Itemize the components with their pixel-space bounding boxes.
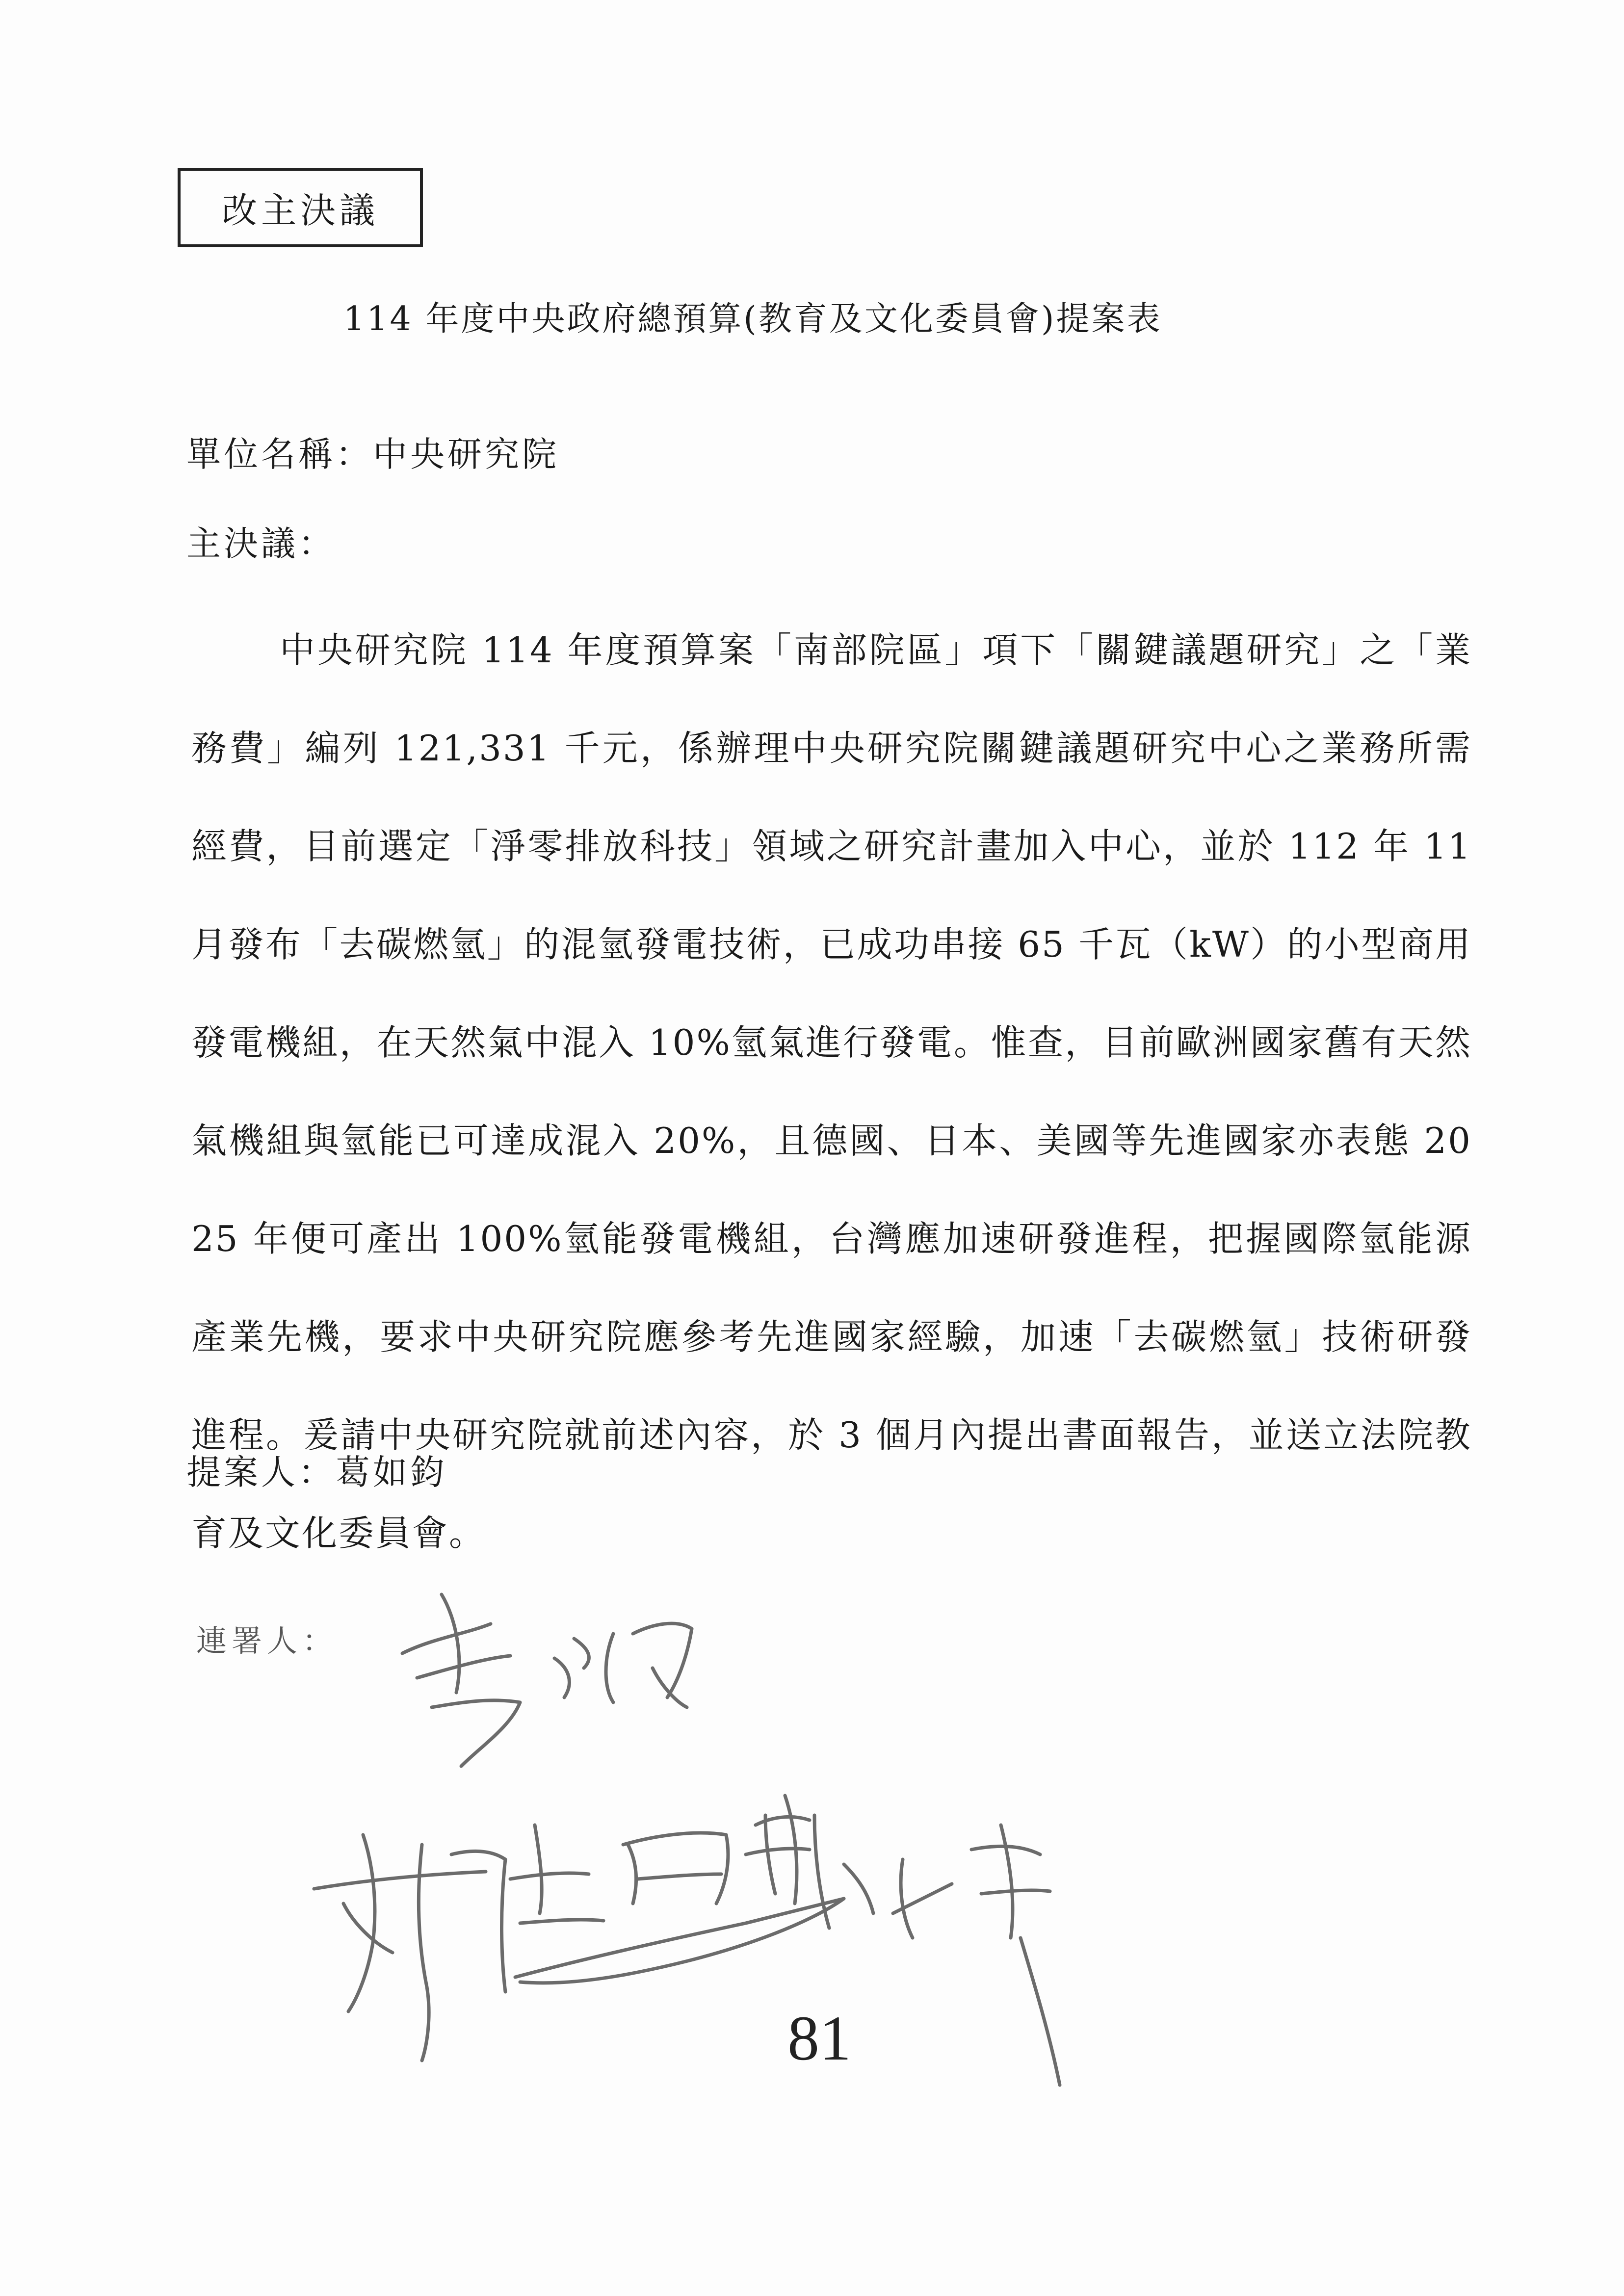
main-decision-label: 主決議： [186,523,336,564]
signature-2 [314,1796,1060,2085]
page-number: 81 [787,2003,851,2074]
decision-body: 中央研究院 114 年度預算案「南部院區」項下「關鍵議題研究」之「業務費」編列 121,331 千元，係辦理中央研究院關鍵議題研究中心之業務所需經費，目前選定「淨零排放科技」領域之研究計畫加入中心，並於 112 年 11 月發布「去碳燃氫」的混氫發電技術，已成功串接 65 千瓦（kW）的小型商用發電機組，在天然氣中混入 10%氫氣進行發電。惟查，目前歐洲國家舊有天然氣機組與氫能已可達成混入 20%，且德國、日本、美國等先進國家亦表態 2025 年便可產出 100%氫能發電機組，台灣應加速研發進程，把握國際氫能源產業先機，要求中央研究院應參考先進國家經驗，加速「去碳燃氫」技術研發進程。爰請中央研究院就前述內容，於 3 個月內提出書面報告，並送立法院教育及文化委員會。 [191,629,1472,1554]
page-title: 114 年度中央政府總預算(教育及文化委員會)提案表 [343,300,1162,339]
signature-1 [402,1594,692,1766]
amended-decision-stamp [178,168,423,247]
proposer-line: 提案人：葛如鈞 [186,1452,447,1492]
stamp-label: 改主決議 [221,190,379,231]
cosigner-label: 連署人： [196,1623,338,1659]
unit-name: 單位名稱：中央研究院 [186,434,559,474]
